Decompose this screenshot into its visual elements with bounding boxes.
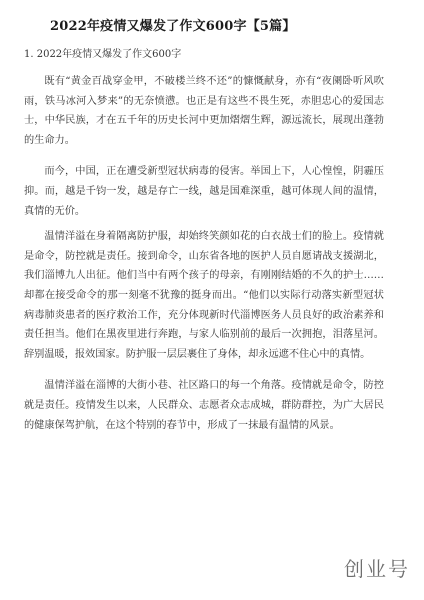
paragraph-3: 温情洋溢在身着隔离防护服，却始终笑颜如花的白衣战士们的脸上。疫情就是命令，防控就是责任。接到命令，山东省各地的医护人员自愿请战支援湖北，我们淄博九人出征。他们当中有两个孩子的母亲，有刚刚结婚的不久的护士……却都在接受命令的那一刻毫不犹豫的挺身而出。“他们以实际行动落实新型冠状病毒肺炎患者的医疗救治工作，充分体现新时代淄博医务人员良好的政治素养和责任担当。他们在黑夜里进行奔跑，与家人临别前的最后一次拥抱，泪落星河。辞别温暖，报效国家。防护服一层层裹住了身体，却永远遮不住心中的真情。 — [24, 231, 384, 360]
paragraph-4: 温情洋溢在淄博的大街小巷、社区路口的每一个角落。疫情就是命令，防控就是责任。疫情发生以来，人民群众、志愿者众志成城，群防群控，为广大居民的健康保驾护航，在这个特别的春节中，形成了一抹最有温情的风景。 — [24, 380, 384, 431]
document-title: 2022年疫情又爆发了作文600字【5篇】 — [50, 19, 296, 34]
section-heading: 1. 2022年疫情又爆发了作文600字 — [24, 49, 182, 60]
paragraph-2: 而今，中国，正在遭受新型冠状病毒的侵害。举国上下，人心惶惶，阴霾压抑。而，越是千钧一发，越是存亡一线，越是国难深重，越可体现人间的温情，真情的无价。 — [24, 166, 384, 217]
watermark-logo-text: 创业号 — [344, 557, 410, 581]
paragraph-1: 既有“黄金百战穿金甲，不破楼兰终不还”的慷慨献身，亦有“夜阑卧听风吹雨，铁马冰河入梦来”的无奈愤懑。也正是有这些不畏生死，赤胆忠心的爱国志士，中华民族，才在五千年的历史长河中更加熠熠生辉，源远流长，展现出蓬勃的生命力。 — [24, 76, 384, 146]
